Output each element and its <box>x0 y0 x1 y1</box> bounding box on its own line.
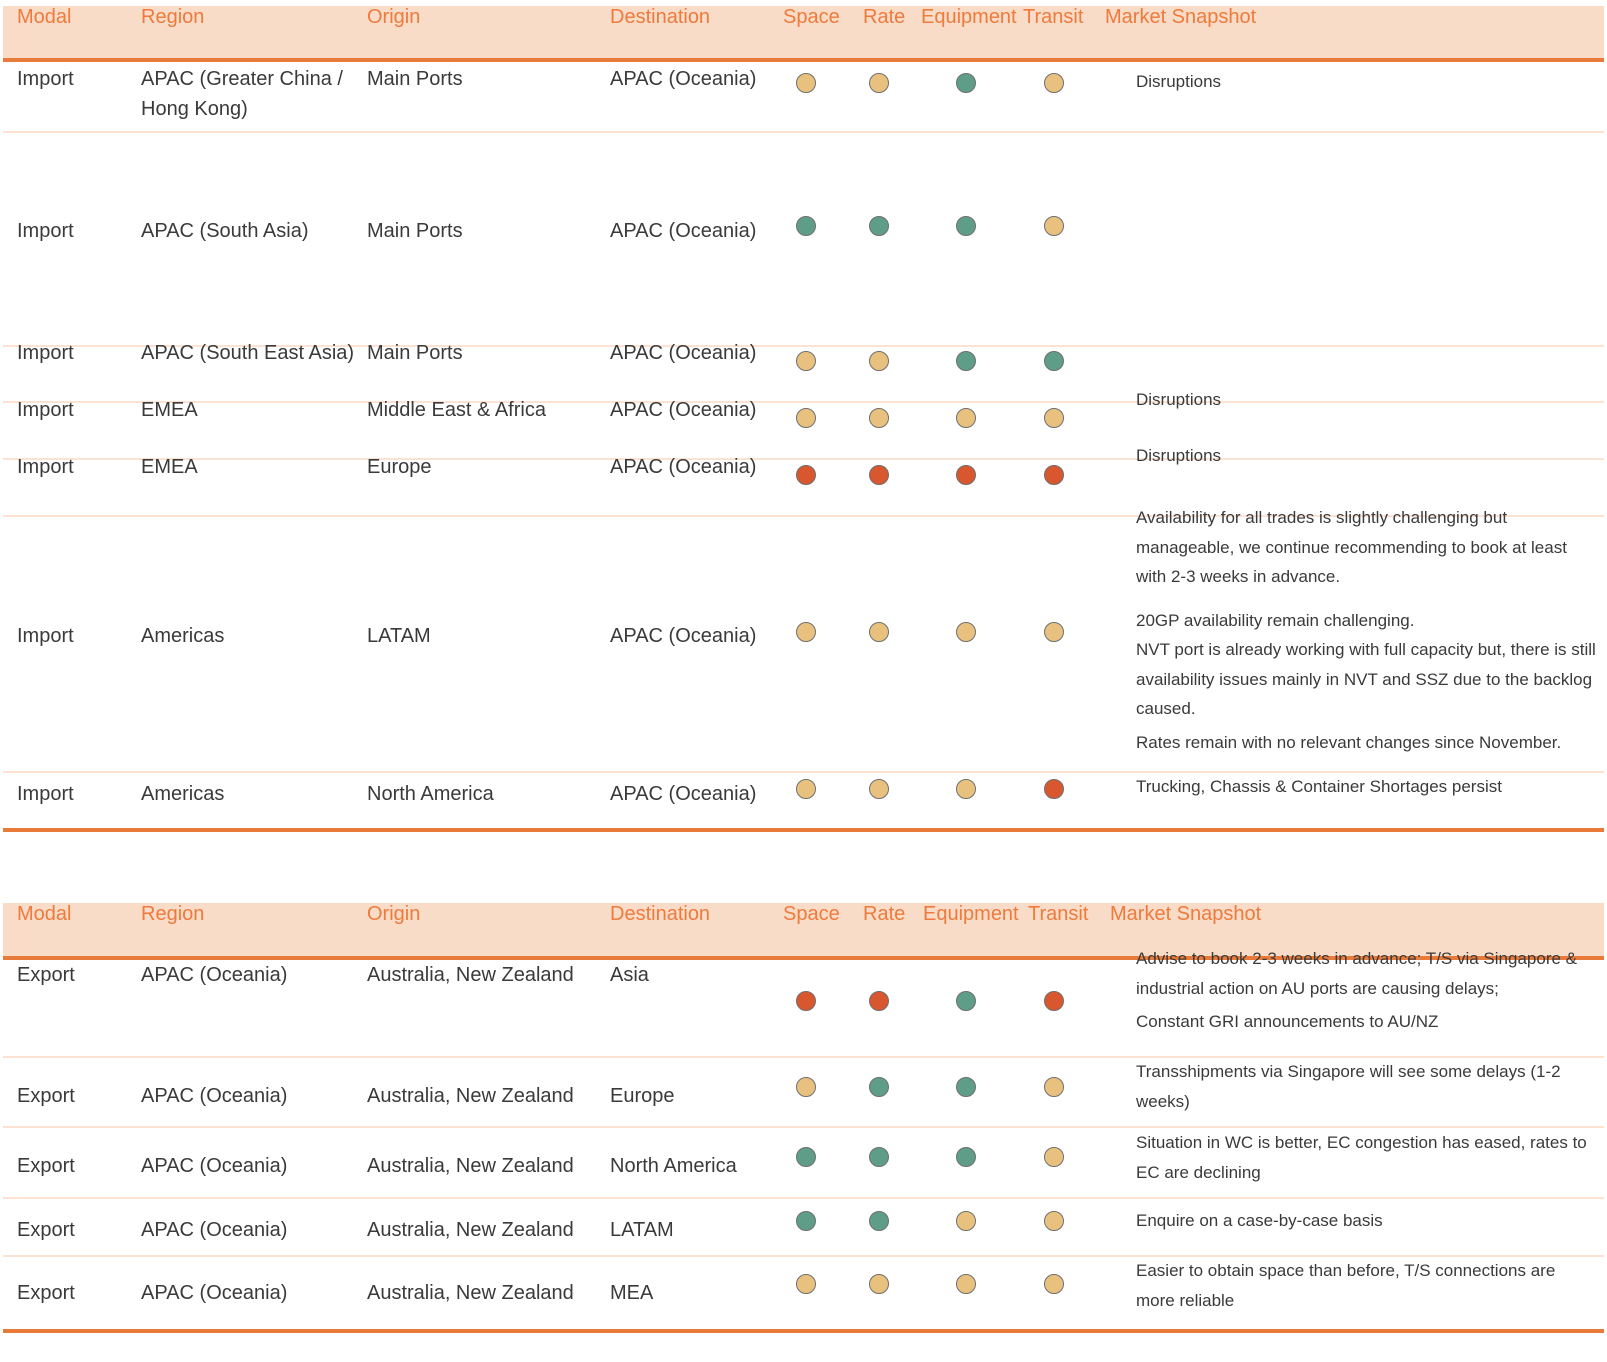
destination-cell: APAC (Oceania) <box>610 342 757 364</box>
transit-status-dot <box>1044 1274 1064 1294</box>
column-header-destination: Destination <box>610 903 711 925</box>
market-snapshot-cell <box>1136 503 1596 757</box>
equipment-status-dot <box>956 465 976 485</box>
rate-status-dot <box>869 1147 889 1167</box>
transit-status-dot <box>1044 73 1064 93</box>
transit-status-dot <box>1044 1211 1064 1231</box>
space-status-dot <box>796 1077 816 1097</box>
equipment-status-dot <box>956 1147 976 1167</box>
space-status-dot <box>796 408 816 428</box>
market-snapshot-cell <box>1136 1057 1596 1116</box>
space-status-dot <box>796 73 816 93</box>
modal-cell: Import <box>17 456 74 478</box>
transit-status-dot <box>1044 991 1064 1011</box>
column-header-destination: Destination <box>610 6 711 28</box>
origin-cell: LATAM <box>367 625 431 647</box>
column-header-space: Space <box>783 903 840 925</box>
modal-cell: Export <box>17 1219 75 1241</box>
column-header-modal: Modal <box>17 903 72 925</box>
column-header-market-snapshot: Market Snapshot <box>1105 6 1257 28</box>
snapshot-text: Rates remain with no relevant changes since November. <box>1136 732 1562 752</box>
modal-cell: Export <box>17 1282 75 1304</box>
modal-cell: Export <box>17 964 75 986</box>
destination-cell: APAC (Oceania) <box>610 220 757 242</box>
rate-status-dot <box>869 465 889 485</box>
table-row <box>3 949 1604 1058</box>
rate-status-dot <box>869 1274 889 1294</box>
origin-cell: Australia, New Zealand <box>367 1155 574 1177</box>
transit-status-dot <box>1044 1077 1064 1097</box>
market-snapshot-cell <box>1136 385 1596 415</box>
column-header-transit: Transit <box>1023 6 1084 28</box>
space-status-dot <box>796 216 816 236</box>
table-row <box>3 773 1604 832</box>
origin-cell: Main Ports <box>367 220 463 242</box>
modal-cell: Export <box>17 1155 75 1177</box>
equipment-status-dot <box>956 408 976 428</box>
region-cell: APAC (Oceania) <box>141 1155 288 1177</box>
market-snapshot-cell <box>1136 944 1596 1037</box>
snapshot-text: Enquire on a case-by-case basis <box>1136 1211 1383 1230</box>
destination-cell: APAC (Oceania) <box>610 399 757 421</box>
origin-cell: Main Ports <box>367 68 463 90</box>
rate-status-dot <box>869 991 889 1011</box>
table-header-row <box>3 6 1604 62</box>
rate-status-dot <box>869 351 889 371</box>
destination-cell: LATAM <box>610 1219 674 1241</box>
snapshot-text: Availability for all trades is slightly challenging but manageable, we continue recommending to book at least with 2-3 weeks in advance. <box>1136 508 1567 586</box>
snapshot-text: NVT port is already working with full capacity but, there is still availability issues mainly in NVT and SSZ due to the backlog caused. <box>1136 640 1596 718</box>
snapshot-text: 20GP availability remain challenging. <box>1136 610 1415 630</box>
equipment-status-dot <box>956 991 976 1011</box>
region-cell: APAC (Oceania) <box>141 1219 288 1241</box>
region-cell: APAC (South Asia) <box>141 220 309 242</box>
space-status-dot <box>796 991 816 1011</box>
market-snapshot-cell <box>1136 1128 1596 1187</box>
market-snapshot-cell <box>1136 772 1596 802</box>
modal-cell: Import <box>17 342 74 364</box>
table-row <box>3 508 1604 773</box>
space-status-dot <box>796 465 816 485</box>
transit-status-dot <box>1044 622 1064 642</box>
origin-cell: Australia, New Zealand <box>367 1085 574 1107</box>
destination-cell: North America <box>610 1155 737 1177</box>
space-status-dot <box>796 1147 816 1167</box>
table-row <box>3 1058 1604 1128</box>
region-cell: APAC (Oceania) <box>141 1085 288 1107</box>
table-row <box>3 133 1604 347</box>
snapshot-text: Disruptions <box>1136 390 1222 409</box>
transit-status-dot <box>1044 1147 1064 1167</box>
equipment-status-dot <box>956 622 976 642</box>
snapshot-text: Transshipments via Singapore will see some delays (1-2 weeks) <box>1136 1062 1561 1111</box>
snapshot-text: Constant GRI announcements to AU/NZ <box>1136 1012 1439 1031</box>
rate-status-dot <box>869 73 889 93</box>
region-cell: APAC (South East Asia) <box>141 342 355 364</box>
origin-cell: Europe <box>367 456 432 478</box>
modal-cell: Import <box>17 68 74 90</box>
destination-cell: Europe <box>610 1085 675 1107</box>
transit-status-dot <box>1044 408 1064 428</box>
table-row <box>3 1257 1604 1333</box>
modal-cell: Import <box>17 625 74 647</box>
space-status-dot <box>796 351 816 371</box>
transit-status-dot <box>1044 351 1064 371</box>
origin-cell: Middle East & Africa <box>367 399 546 421</box>
export-table <box>3 903 1604 1329</box>
column-header-rate: Rate <box>863 6 906 28</box>
space-status-dot <box>796 779 816 799</box>
destination-cell: APAC (Oceania) <box>610 456 757 478</box>
space-status-dot <box>796 1274 816 1294</box>
origin-cell: Australia, New Zealand <box>367 1282 574 1304</box>
import-table <box>3 6 1604 828</box>
equipment-status-dot <box>956 779 976 799</box>
equipment-status-dot <box>956 1211 976 1231</box>
snapshot-text: Disruptions <box>1136 446 1222 465</box>
origin-cell: North America <box>367 783 494 805</box>
table-row <box>3 1128 1604 1199</box>
destination-cell: APAC (Oceania) <box>610 625 757 647</box>
destination-cell: MEA <box>610 1282 654 1304</box>
equipment-status-dot <box>956 351 976 371</box>
column-header-equipment: Equipment <box>921 6 1017 28</box>
modal-cell: Import <box>17 399 74 421</box>
region-cell: Americas <box>141 625 225 647</box>
destination-cell: APAC (Oceania) <box>610 68 757 90</box>
column-header-equipment: Equipment <box>923 903 1019 925</box>
table-row <box>3 62 1604 133</box>
origin-cell: Main Ports <box>367 342 463 364</box>
transit-status-dot <box>1044 465 1064 485</box>
column-header-region: Region <box>141 6 205 28</box>
rate-status-dot <box>869 622 889 642</box>
rate-status-dot <box>869 408 889 428</box>
region-cell: EMEA <box>141 456 198 478</box>
region-cell: APAC (Greater China / Hong Kong) <box>141 68 343 120</box>
table-row <box>3 1199 1604 1257</box>
column-header-origin: Origin <box>367 903 421 925</box>
market-snapshot-cell <box>1136 441 1596 471</box>
column-header-market-snapshot: Market Snapshot <box>1110 903 1262 925</box>
region-cell: APAC (Oceania) <box>141 964 288 986</box>
space-status-dot <box>796 622 816 642</box>
snapshot-text: Easier to obtain space than before, T/S connections are more reliable <box>1136 1261 1556 1310</box>
region-cell: APAC (Oceania) <box>141 1282 288 1304</box>
column-header-rate: Rate <box>863 903 906 925</box>
snapshot-text: Advise to book 2-3 weeks in advance; T/S via Singapore & industrial action on AU ports are causing delays; <box>1136 949 1577 998</box>
transit-status-dot <box>1044 779 1064 799</box>
column-header-region: Region <box>141 903 205 925</box>
modal-cell: Export <box>17 1085 75 1107</box>
column-header-transit: Transit <box>1028 903 1089 925</box>
market-snapshot-cell <box>1136 1256 1596 1315</box>
snapshot-text: Trucking, Chassis & Container Shortages persist <box>1136 777 1502 796</box>
modal-cell: Import <box>17 220 74 242</box>
space-status-dot <box>796 1211 816 1231</box>
equipment-status-dot <box>956 1077 976 1097</box>
column-header-space: Space <box>783 6 840 28</box>
rate-status-dot <box>869 1077 889 1097</box>
rate-status-dot <box>869 1211 889 1231</box>
region-cell: EMEA <box>141 399 198 421</box>
market-snapshot-cell <box>1136 67 1596 97</box>
transit-status-dot <box>1044 216 1064 236</box>
rate-status-dot <box>869 216 889 236</box>
destination-cell: Asia <box>610 964 649 986</box>
modal-cell: Import <box>17 783 74 805</box>
snapshot-text: Situation in WC is better, EC congestion has eased, rates to EC are declining <box>1136 1133 1587 1182</box>
snapshot-text: Disruptions <box>1136 72 1222 91</box>
origin-cell: Australia, New Zealand <box>367 964 574 986</box>
market-snapshot-cell <box>1136 1206 1596 1236</box>
equipment-status-dot <box>956 1274 976 1294</box>
column-header-modal: Modal <box>17 6 72 28</box>
equipment-status-dot <box>956 73 976 93</box>
region-cell: Americas <box>141 783 225 805</box>
equipment-status-dot <box>956 216 976 236</box>
destination-cell: APAC (Oceania) <box>610 783 757 805</box>
origin-cell: Australia, New Zealand <box>367 1219 574 1241</box>
rate-status-dot <box>869 779 889 799</box>
column-header-origin: Origin <box>367 6 421 28</box>
